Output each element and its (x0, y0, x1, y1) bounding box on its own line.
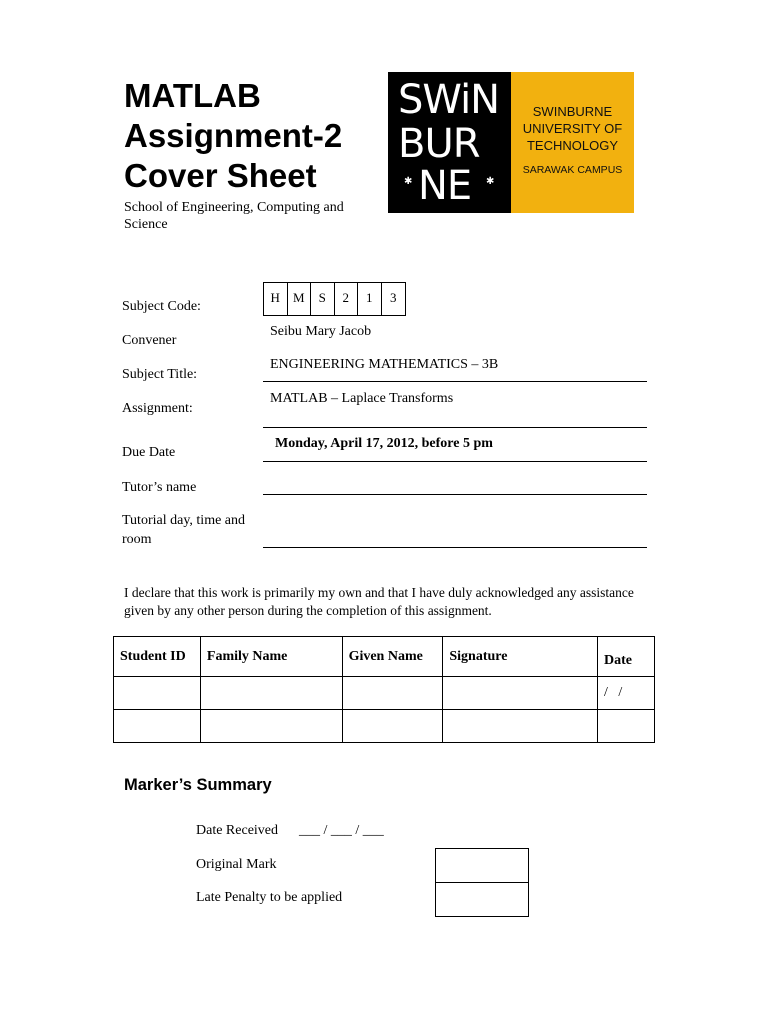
student-table (113, 636, 655, 743)
signature-cell[interactable] (443, 677, 598, 710)
tutor-name-field[interactable] (263, 494, 647, 495)
due-date-label: Due Date (122, 445, 176, 460)
swinburne-logo (388, 72, 634, 213)
convener-value[interactable]: Seibu Mary Jacob (270, 324, 372, 339)
table-row (114, 677, 655, 710)
logo-name-line-3: TECHNOLOGY (526, 138, 618, 153)
subject-code-box[interactable]: 3 (390, 290, 397, 305)
subject-code-box[interactable]: 1 (358, 283, 382, 315)
original-mark-label: Original Mark (196, 857, 277, 872)
student-id-cell[interactable] (114, 677, 201, 710)
flower-icon: ✱ (404, 176, 413, 187)
logo-wordmark (511, 72, 634, 213)
table-header-row (114, 637, 655, 677)
title-line-3: Cover Sheet (124, 157, 317, 194)
logo-mark-line-2: BUR (398, 121, 480, 167)
header-signature: Signature (443, 637, 598, 677)
document-title (124, 76, 342, 196)
school-name: School of Engineering, Computing and Science (124, 200, 344, 232)
header-family-name: Family Name (200, 637, 342, 677)
subject-code-box[interactable]: H (264, 283, 288, 315)
flower-icon: ✱ (486, 176, 495, 187)
header-student-id: Student ID (114, 637, 201, 677)
tutorial-field[interactable] (263, 547, 647, 548)
marker-summary-title: Marker’s Summary (124, 776, 272, 794)
family-name-cell[interactable] (200, 710, 342, 743)
due-date-underline (263, 461, 647, 462)
late-penalty-box[interactable] (435, 882, 529, 917)
tutorial-label-line-2: room (122, 532, 152, 547)
date-cell[interactable] (598, 710, 655, 743)
date-received-field[interactable]: ___ / ___ / ___ (299, 823, 384, 838)
table-row (114, 710, 655, 743)
student-id-cell[interactable] (114, 710, 201, 743)
subject-code-box[interactable]: 2 (335, 283, 359, 315)
header-date: Date (598, 637, 655, 677)
given-name-cell[interactable] (342, 710, 443, 743)
header-given-name: Given Name (342, 637, 443, 677)
subject-code-boxes[interactable] (263, 282, 406, 316)
declaration-text: I declare that this work is primarily my own and that I have duly acknowledged any assistance given by any other person during the completion of this assignment. (124, 585, 634, 618)
logo-mark (388, 72, 511, 213)
given-name-cell[interactable] (342, 677, 443, 710)
assignment-underline (263, 427, 647, 428)
due-date-value[interactable]: Monday, April 17, 2012, before 5 pm (275, 436, 493, 451)
title-line-1: MATLAB (124, 77, 261, 114)
subject-code-box[interactable]: M (288, 283, 312, 315)
subject-title-label: Subject Title: (122, 367, 198, 382)
tutorial-label (122, 511, 245, 549)
subject-title-value[interactable]: ENGINEERING MATHEMATICS – 3B (270, 357, 499, 372)
family-name-cell[interactable] (200, 677, 342, 710)
subject-code-label: Subject Code: (122, 299, 201, 314)
logo-mark-line-3: NE (418, 163, 472, 209)
tutorial-label-line-1: Tutorial day, time and (122, 513, 246, 528)
logo-name-line-1: SWINBURNE (532, 104, 613, 119)
signature-cell[interactable] (443, 710, 598, 743)
date-cell[interactable]: / / (598, 677, 655, 710)
assignment-label: Assignment: (122, 401, 193, 416)
title-line-2: Assignment-2 (124, 117, 343, 154)
convener-label: Convener (122, 333, 177, 348)
date-received-label: Date Received (196, 823, 279, 838)
subject-title-underline (263, 381, 647, 382)
tutor-name-label: Tutor’s name (122, 480, 197, 495)
late-penalty-label: Late Penalty to be applied (196, 890, 343, 905)
original-mark-box[interactable] (435, 848, 529, 883)
logo-campus: SARAWAK CAMPUS (522, 164, 623, 176)
subject-code-box[interactable]: S (311, 283, 335, 315)
logo-name-line-2: UNIVERSITY OF (522, 121, 623, 136)
assignment-value[interactable]: MATLAB – Laplace Transforms (270, 391, 454, 406)
logo-mark-line-1: SWiN (398, 77, 500, 123)
